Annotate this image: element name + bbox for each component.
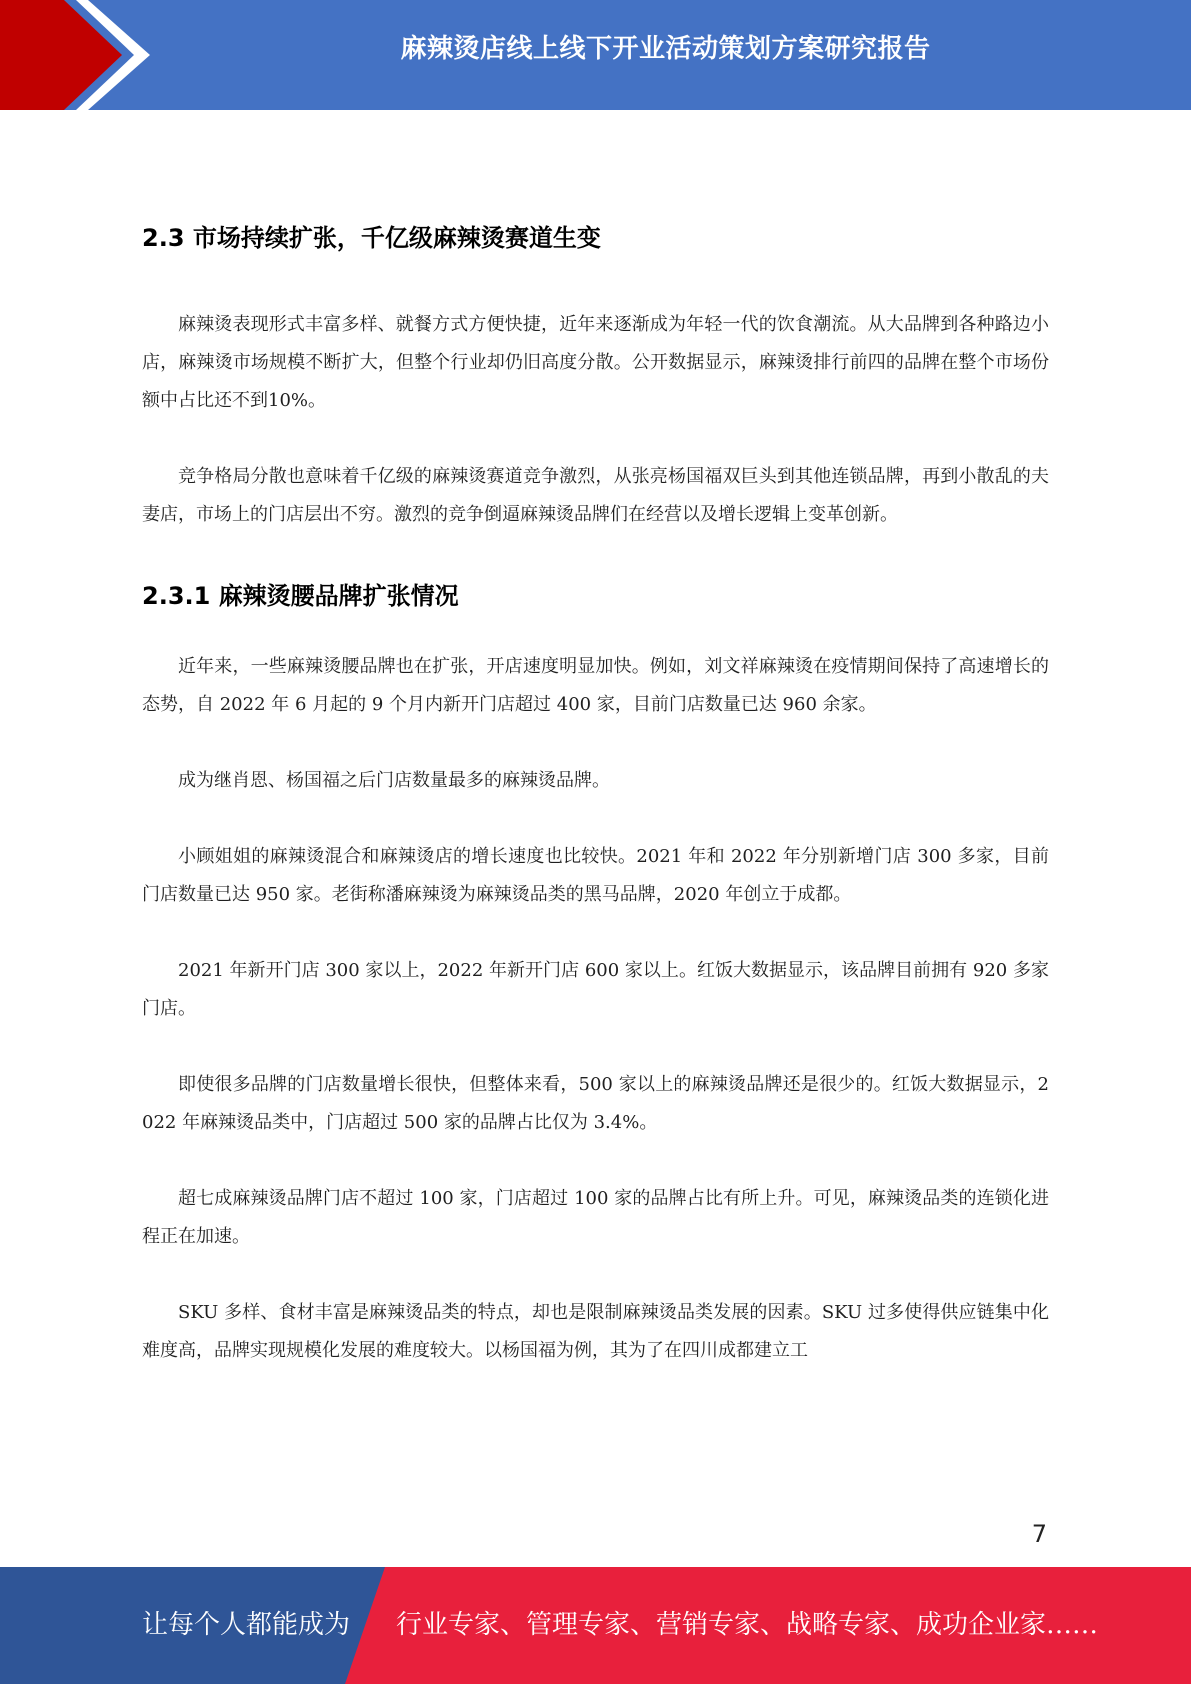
header-arrow-decoration xyxy=(0,0,160,110)
subsection-heading: 2.3.1 麻辣烫腰品牌扩张情况 xyxy=(142,582,459,610)
page-footer xyxy=(0,1567,1191,1684)
section-heading: 2.3 市场持续扩张，千亿级麻辣烫赛道生变 xyxy=(142,224,601,252)
paragraph: 成为继肖恩、杨国福之后门店数量最多的麻辣烫品牌。 xyxy=(178,770,610,791)
paragraph: 小顾姐姐的麻辣烫混合和麻辣烫店的增长速度也比较快。2021 年和 2022 年分别新增门店 300 多家，目前门店数量已达 950 家。老街称潘麻辣烫为麻辣烫品类的黑马品牌，2020 年创立于成都。 xyxy=(142,846,1049,905)
paragraph: 竞争格局分散也意味着千亿级的麻辣烫赛道竞争激烈，从张亮杨国福双巨头到其他连锁品牌，再到小散乱的夫妻店，市场上的门店层出不穷。激烈的竞争倒逼麻辣烫品牌们在经营以及增长逻辑上变革创新。 xyxy=(142,466,1049,525)
paragraph: 2021 年新开门店 300 家以上，2022 年新开门店 600 家以上。红饭大数据显示，该品牌目前拥有 920 多家门店。 xyxy=(142,960,1049,1019)
paragraph: 即使很多品牌的门店数量增长很快，但整体来看，500 家以上的麻辣烫品牌还是很少的。红饭大数据显示，2022 年麻辣烫品类中，门店超过 500 家的品牌占比仅为 3.4%。 xyxy=(142,1074,1049,1133)
page-number: 7 xyxy=(1031,1520,1047,1548)
paragraph: 近年来，一些麻辣烫腰品牌也在扩张，开店速度明显加快。例如，刘文祥麻辣烫在疫情期间保持了高速增长的态势，自 2022 年 6 月起的 9 个月内新开门店超过 400 家，目前门店数量已达 960 余家。 xyxy=(142,656,1049,715)
document-body xyxy=(142,218,1049,1370)
footer-slogan-right: 行业专家、管理专家、营销专家、战略专家、成功企业家…… xyxy=(396,1610,1099,1640)
footer-slogan-left: 让每个人都能成为 xyxy=(142,1610,351,1640)
report-title: 麻辣烫店线上线下开业活动策划方案研究报告 xyxy=(400,34,931,64)
paragraph: SKU 多样、食材丰富是麻辣烫品类的特点，却也是限制麻辣烫品类发展的因素。SKU 过多使得供应链集中化难度高，品牌实现规模化发展的难度较大。以杨国福为例，其为了在四川成都建立工 xyxy=(142,1302,1049,1361)
paragraph: 超七成麻辣烫品牌门店不超过 100 家，门店超过 100 家的品牌占比有所上升。可见，麻辣烫品类的连锁化进程正在加速。 xyxy=(142,1188,1049,1247)
paragraph: 麻辣烫表现形式丰富多样、就餐方式方便快捷，近年来逐渐成为年轻一代的饮食潮流。从大品牌到各种路边小店，麻辣烫市场规模不断扩大，但整个行业却仍旧高度分散。公开数据显示，麻辣烫排行前四的品牌在整个市场份额中占比还不到10%。 xyxy=(142,314,1049,411)
page-header xyxy=(0,0,1191,110)
